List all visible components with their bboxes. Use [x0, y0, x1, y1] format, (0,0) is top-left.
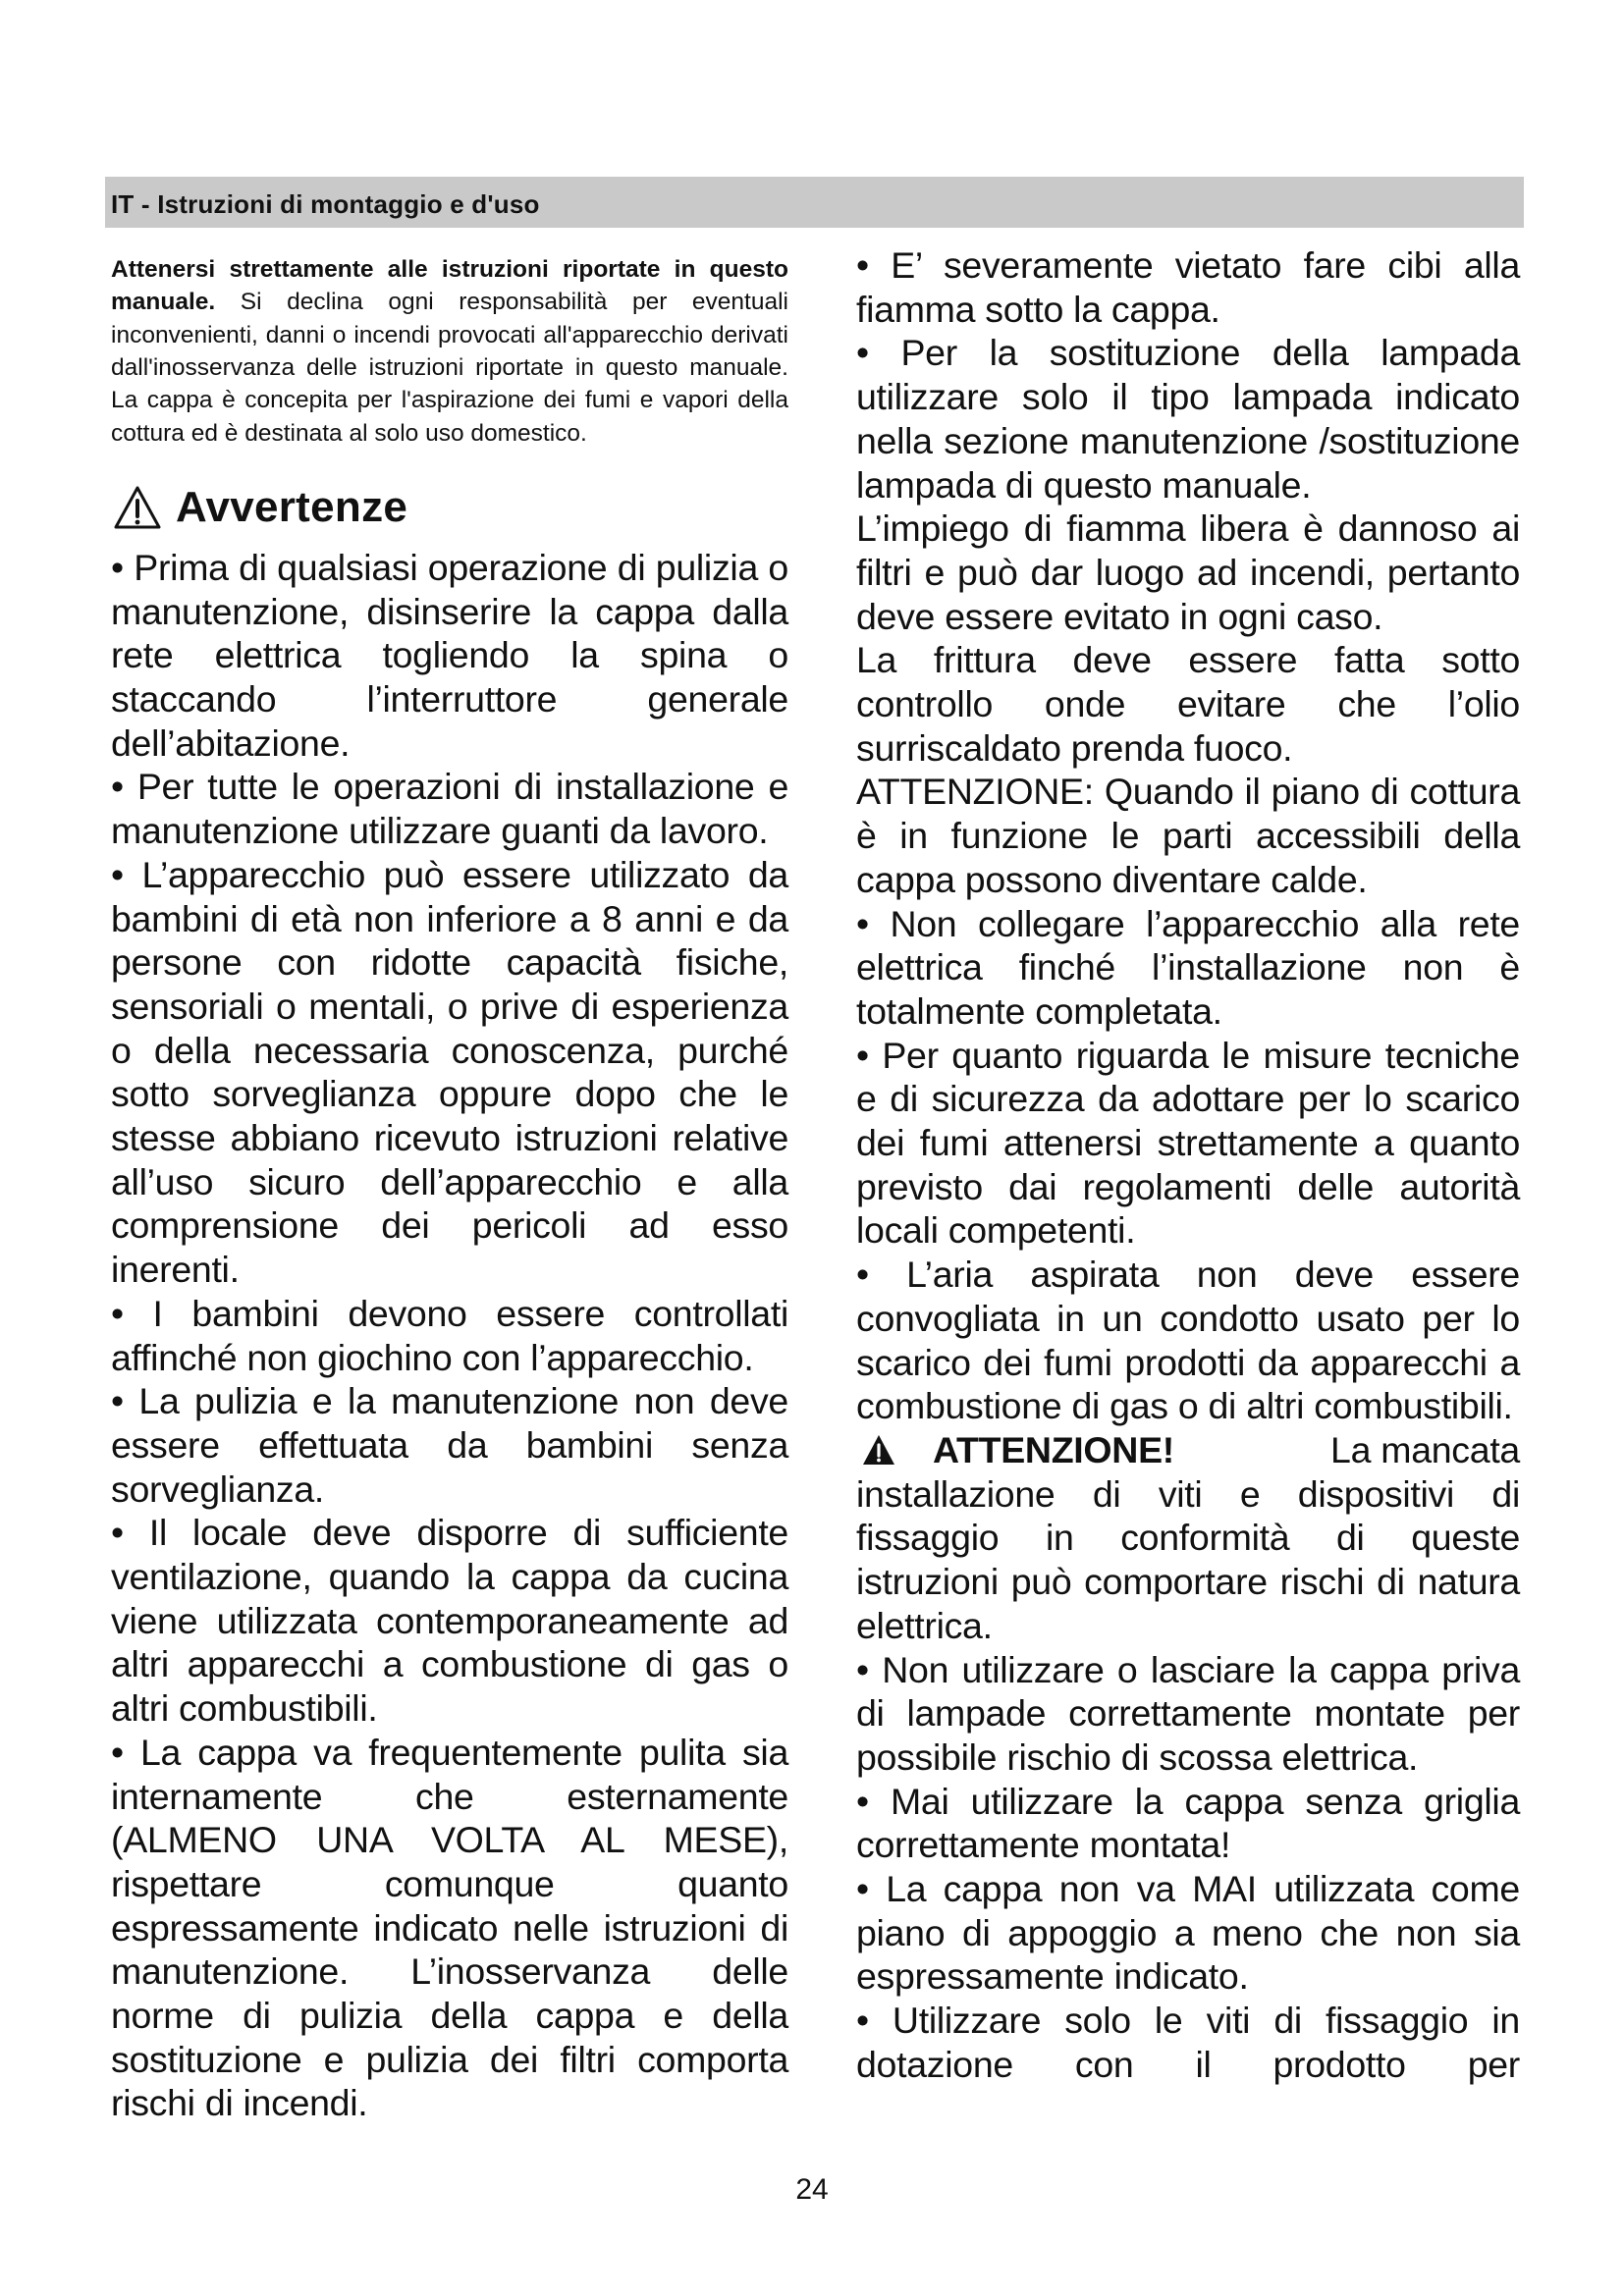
right-paragraph: L’impiego di fiamma libera è dannoso ai filtri e può dar luogo ad incendi, pertanto deve essere evitato in ogni caso. [856, 507, 1520, 637]
left-column [111, 253, 788, 2125]
intro-paragraph [111, 253, 788, 450]
left-paragraph: • I bambini devono essere controllati affinché non giochino con l’apparecchio. [111, 1292, 788, 1378]
left-paragraph: • Il locale deve disporre di sufficiente ventilazione, quando la cappa da cucina viene utilizzata contemporaneamente ad altri apparecchi a combustione di gas o altri combustibili. [111, 1512, 788, 1730]
right-paragraph: • Mai utilizzare la cappa senza griglia correttamente montata! [856, 1780, 1520, 1866]
section-title: Avvertenze [176, 482, 408, 531]
intro-text: Si declina ogni responsabilità per eventuali inconvenienti, danni o incendi provocati all'apparecchio derivati dall'inosservanza delle istruzioni riportate in questo manuale. La cappa è concepita per l'aspirazione dei fumi e vapori della cottura ed è destinata al solo uso domestico. [111, 289, 788, 447]
warning-triangle-filled-icon [862, 1434, 895, 1466]
left-paragraph: • Per tutte le operazioni di installazione e manutenzione utilizzare guanti da lavoro. [111, 766, 788, 852]
left-paragraph: • Prima di qualsiasi operazione di pulizia o manutenzione, disinserire la cappa dalla rete elettrica togliendo la spina o staccando l’interruttore generale dell’abitazione. [111, 546, 788, 764]
section-heading [111, 479, 788, 536]
left-paragraph: • La cappa va frequentemente pulita sia internamente che esternamente (ALMENO UNA VOLTA AL MESE), rispettare comunque quanto espressamente indicato nelle istruzioni di manutenzione. L’inosservanza delle norme di pulizia della cappa e della sostituzione e pulizia dei filtri comporta rischi di incendi. [111, 1731, 788, 2124]
right-body [856, 243, 1520, 2087]
attention-paragraph: installazione di viti e dispositivi di fissaggio in conformità di queste istruzioni può comportare rischi di natura elettrica. [856, 1472, 1520, 1646]
right-paragraph: • Per quanto riguarda le misure tecniche e di sicurezza da adottare per lo scarico dei fumi attenersi strettamente a quanto previsto dai regolamenti delle autorità locali competenti. [856, 1034, 1520, 1252]
right-paragraph: • Non collegare l’apparecchio alla rete elettrica finché l’installazione non è totalmente completata. [856, 902, 1520, 1032]
right-paragraph: ATTENZIONE: Quando il piano di cottura è in funzione le parti accessibili della cappa possono diventare calde. [856, 771, 1520, 900]
right-column [856, 243, 1520, 2087]
right-paragraph: • L’aria aspirata non deve essere convogliata in un condotto usato per lo scarico dei fumi prodotti da apparecchi a combustione di gas o di altri combustibili. [856, 1254, 1520, 1427]
warning-triangle-outline-icon [113, 485, 162, 530]
left-paragraph: • L’apparecchio può essere utilizzato da bambini di età non inferiore a 8 anni e da persone con ridotte capacità fisiche, sensoriali o mentali, o prive di esperienza o della necessaria conoscenza, purché sotto sorveglianza oppure dopo che le stesse abbiano ricevuto istruzioni relative all’uso sicuro dell’apparecchio e alla comprensione dei pericoli ad esso inerenti. [111, 853, 788, 1291]
intro-bold: Attenersi strettamente alle istruzioni riportate in questo manuale. [111, 256, 788, 316]
left-body [111, 546, 788, 2125]
right-paragraph: • La cappa non va MAI utilizzata come piano di appoggio a meno che non sia espressamente indicato. [856, 1868, 1520, 1998]
left-paragraph: • La pulizia e la manutenzione non deve essere effettuata da bambini senza sorveglianza. [111, 1380, 788, 1510]
right-paragraph: • Utilizzare solo le viti di fissaggio in dotazione con il prodotto per [856, 2000, 1520, 2085]
attention-first-line: La mancata [1330, 1428, 1520, 1470]
right-paragraph: • Per la sostituzione della lampada utilizzare solo il tipo lampada indicato nella sezione manutenzione /sostituzione lampada di questo manuale. [856, 332, 1520, 506]
page-number: 24 [795, 2173, 829, 2206]
right-paragraph: • Non utilizzare o lasciare la cappa priva di lampade correttamente montate per possibile rischio di scossa elettrica. [856, 1648, 1520, 1778]
attention-line [856, 1428, 1520, 1472]
right-paragraph: • E’ severamente vietato fare cibi alla fiamma sotto la cappa. [856, 244, 1520, 330]
right-paragraph: La frittura deve essere fatta sotto controllo onde evitare che l’olio surriscaldato prenda fuoco. [856, 639, 1520, 769]
header-title: IT - Istruzioni di montaggio e d'uso [111, 189, 540, 219]
attention-label: ATTENZIONE! [933, 1428, 1174, 1470]
